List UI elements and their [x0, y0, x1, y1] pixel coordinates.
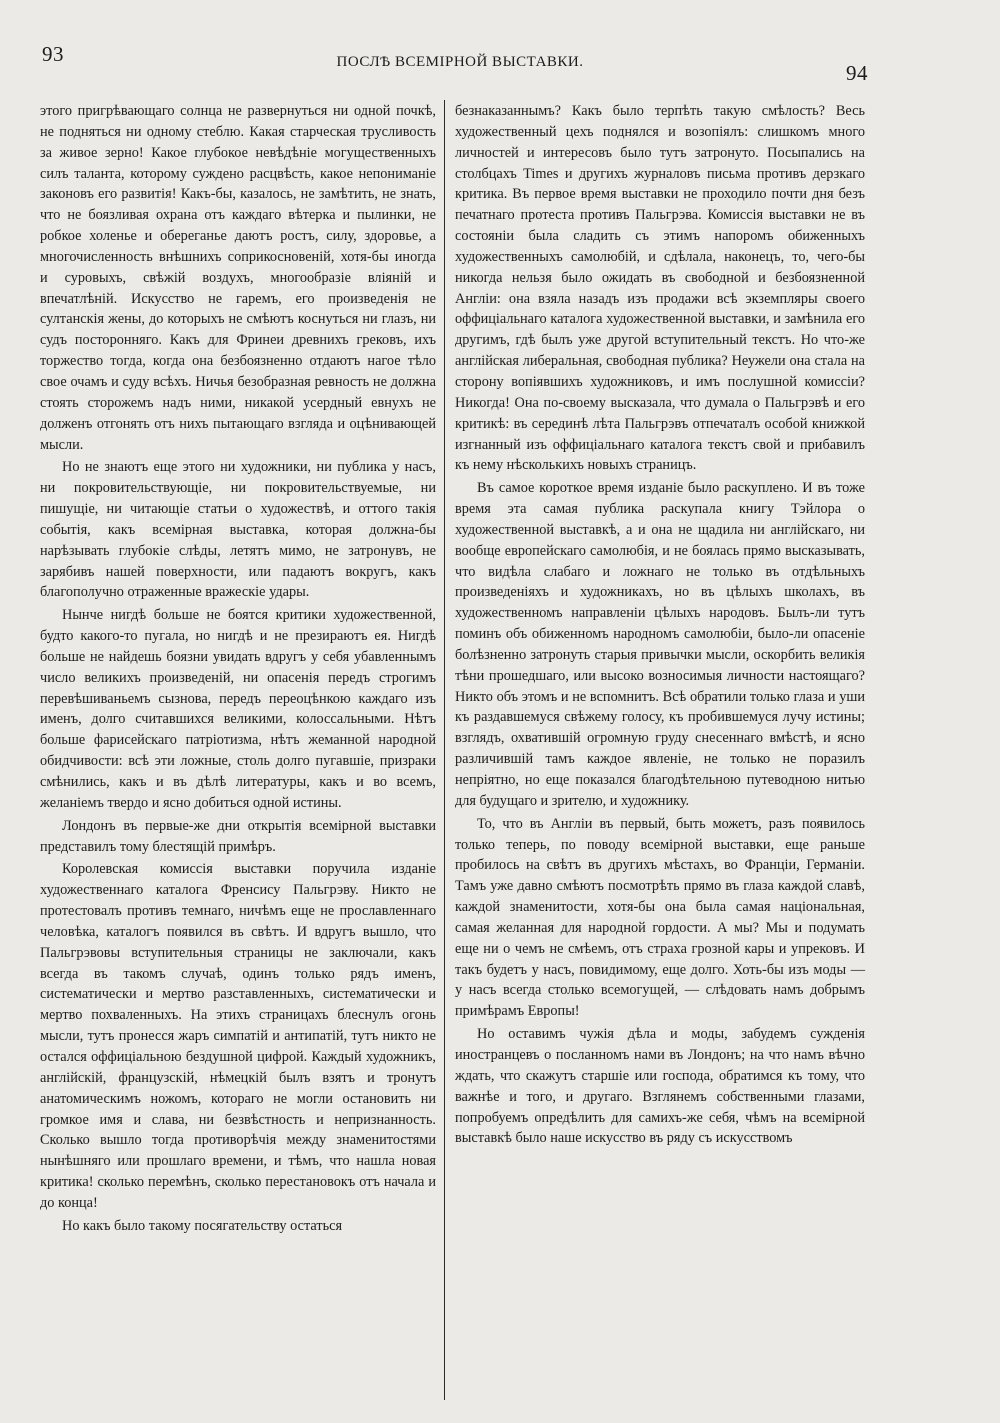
paragraph: Лондонъ въ первые-же дни открытія всемірной выставки представилъ тому блестящій примѣръ.	[40, 817, 436, 855]
paragraph: Въ самое короткое время изданіе было раскуплено. И въ тоже время эта самая публика раскупала книгу Тэйлора о художественной выставкѣ, а и она не щадила ни англійскаго, ни вообще европейскаго самолюбія, и не боялась прямо высказывать, что видѣла слабаго и ложнаго не только въ отдѣльныхъ произведеніяхъ и художникахъ, но въ цѣлыхъ школахъ, въ художественномъ направленіи цѣлыхъ народовъ. Былъ-ли тутъ поминъ объ обиженномъ народномъ самолюбіи, было-ли опасеніе болѣзненно затронуть старыя привычки мысли, оскорбить великія тѣни прошедшаго, или высоко возносимыя личности настоящаго? Никто объ этомъ и не вспомнитъ. Всѣ обратили только глаза и уши къ раздавшемуся свѣжему голосу, къ пробившемуся лучу истины; взглядъ, охватившій огромную груду снесеннаго вмѣстѣ, и ясно различившій тамъ каждое явленіе, не только не поразилъ непріятно, но еще показался благодѣтельною путеводною нитью для будущаго и зрителю, и художнику.	[455, 480, 865, 809]
page-number-left: 93	[42, 42, 64, 66]
paragraph: Но какъ было такому посягательству остаться	[62, 1217, 343, 1234]
paragraph: Но оставимъ чужія дѣла и моды, забудемъ сужденія иностранцевъ о посланномъ нами въ Лондонъ; на что намъ вѣчно ждать, что скажутъ старшіе или господа, обратимся къ тому, что важнѣе и того, и другаго. Взглянемъ собственными глазами, попробуемъ опредѣлить для самихъ-же себя, чѣмъ на всемірной выставкѣ было наше искусство въ ряду съ искусствомъ	[455, 1026, 865, 1147]
paragraph: Нынче нигдѣ больше не боятся критики художественной, будто какого-то пугала, но нигдѣ и не презираютъ ея. Нигдѣ больше не найдешь боязни увидать вдругъ у себя убавленнымъ число великихъ произведеній, ни опасенія передъ строгимъ перевѣшиваньемъ сызнова, передъ переоцѣнкою каждаго изъ именъ, долго считавшихся великими, колоссальными. Нѣтъ больше фарисейскаго патріотизма, нѣтъ жеманной народной обидчивости: всѣ эти ложные, столь долго пугавшіе, призраки смѣнились, какъ и въ дѣлѣ литературы, какъ и во всемъ, желаніемъ твердо и ясно добиться одной истины.	[40, 607, 436, 811]
running-title: ПОСЛѢ ВСЕМІРНОЙ ВЫСТАВКИ.	[336, 54, 584, 70]
paragraph: этого пригрѣвающаго солнца не развернуться ни одной почкѣ, не подняться ни одному стеблю. Какая старческая трусливость за живое зерно! Какое глубокое невѣдѣніе могущественныхъ силъ таланта, которому суждено расцвѣсть, какое непониманіе законовъ его развитія! Какъ-бы, казалось, не замѣтить, не знать, что не боязливая охрана отъ каждаго вѣтерка и пылинки, не робкое холенье и обереганье даютъ ростъ, силу, здоровье, а многочисленность внѣшнихъ соприкосновеній, хотя-бы иногда и суровыхъ, свѣжій воздухъ, многообразіе вліяній и впечатлѣній. Искусство не гаремъ, его произведенія не султанскія жены, до которыхъ не смѣютъ коснуться ни глазъ, ни судъ посторонняго. Какъ для Фринеи древнихъ грековъ, ихъ торжество тогда, когда она безбоязненно отдаютъ нагое тѣло свое очамъ и суду всѣхъ. Ничья безобразная ревность не должна стоять сторожемъ надъ ними, никакой усердный евнухъ не долженъ отгонять отъ нихъ пытающаго взгляда и оцѣнивающей мысли.	[40, 103, 436, 453]
paragraph: безнаказаннымъ? Какъ было терпѣть такую смѣлость? Весь художественный цехъ поднялся и возопіялъ: слишкомъ много личностей и интересовъ было тутъ затронуто. Посыпались на столбцахъ Times и другихъ журналовъ письма противъ дерзкаго критика. Въ первое время выставки не проходило почти дня безъ печатнаго протеста противъ Пальгрэва. Комиссія выставки не въ состояніи была сладить съ этимъ напоромъ обиженныхъ художественныхъ самолюбій, и сдѣлала, наконецъ, то, чего-бы никогда нельзя было ожидать въ свободной и безбоязненной Англіи: она взяла назадъ изъ продажи всѣ экземпляры своего оффиціальнаго каталога художественной выставки, и замѣнила его другимъ, гдѣ былъ уже другой вступительный текстъ. Но что-же англійская либеральная, свободная публика? Неужели она стала на сторону вопіявшихъ художниковъ, и имъ послушной комиссіи? Никогда! Она по-своему высказала, что думала о Пальгрэвѣ и его критикѣ: въ серединѣ лѣта Пальгрэвъ отпечаталъ особой книжкой изгнанный изъ оффиціальнаго каталога текстъ свой и прибавилъ къ нему нѣсколькихъ новыхъ страницъ.	[455, 103, 865, 474]
paragraph: Королевская комиссія выставки поручила изданіе художественнаго каталога Френсису Пальгрэву. Никто не протестовалъ противъ темнаго, ничѣмъ еще не прославленнаго человѣка, каталогъ появился въ свѣтъ. И вдругъ вышло, что Пальгрэвовы вступительныя страницы не заключали, какъ всегда въ такомъ случаѣ, одинъ только рядъ именъ, систематически и мертво разставленныхъ, систематически и мертво похваленныхъ. На этихъ страницахъ блеснулъ огонь мысли, тутъ пронесся жаръ симпатій и антипатій, тутъ никто не остался оффиціальною бездушной цифрой. Каждый художникъ, англійскій, французскій, нѣмецкій былъ взятъ и тронутъ анатомическимъ ножомъ, котораго не могли остановить ни громкое имя и слава, ни безвѣстность и непризнанность. Сколько вышло тогда противорѣчія между знаменитостями нынѣшняго или прошлаго времени, и тѣмъ, что нашла новая критика! сколько перемѣнъ, сколько перестановокъ отъ начала и до конца!	[40, 861, 436, 1211]
paragraph: То, что въ Англіи въ первый, быть можетъ, разъ появилось только теперь, по поводу всемірной выставки, еще раньше пробилось на свѣтъ въ другихъ мѣстахъ, во Франціи, Германіи. Тамъ уже давно смѣютъ посмотрѣть прямо въ глаза каждой славѣ, каждой знаменитости, хотя-бы она была самая національная, самая желанная для народной гордости. А мы? Мы и подумать еще ни о чемъ не смѣемъ, отъ страха грозной кары и упрековъ. И такъ будетъ у насъ, повидимому, еще долго. Хоть-бы изъ моды — у насъ всегда столько всемогущей, — слѣдовать намъ добрымъ примѣрамъ Европы!	[455, 815, 865, 1020]
paragraph: Но не знаютъ еще этого ни художники, ни публика у насъ, ни покровительствующіе, ни покровительствуемые, ни пишущіе, ни читающіе статьи о художествѣ, и оттого такія событія, какъ всемірная выставка, которая должна-бы нарѣзывать глубокіе слѣды, летятъ мимо, не затронувъ, не зарябивъ нашей поверхности, или падаютъ вокругъ, какъ благополучно отраженные вражескіе удары.	[40, 459, 436, 601]
column-divider	[444, 100, 445, 1400]
text-column-right	[455, 101, 865, 1149]
text-column-left	[40, 101, 436, 1237]
page-number-right: 94	[846, 61, 868, 85]
